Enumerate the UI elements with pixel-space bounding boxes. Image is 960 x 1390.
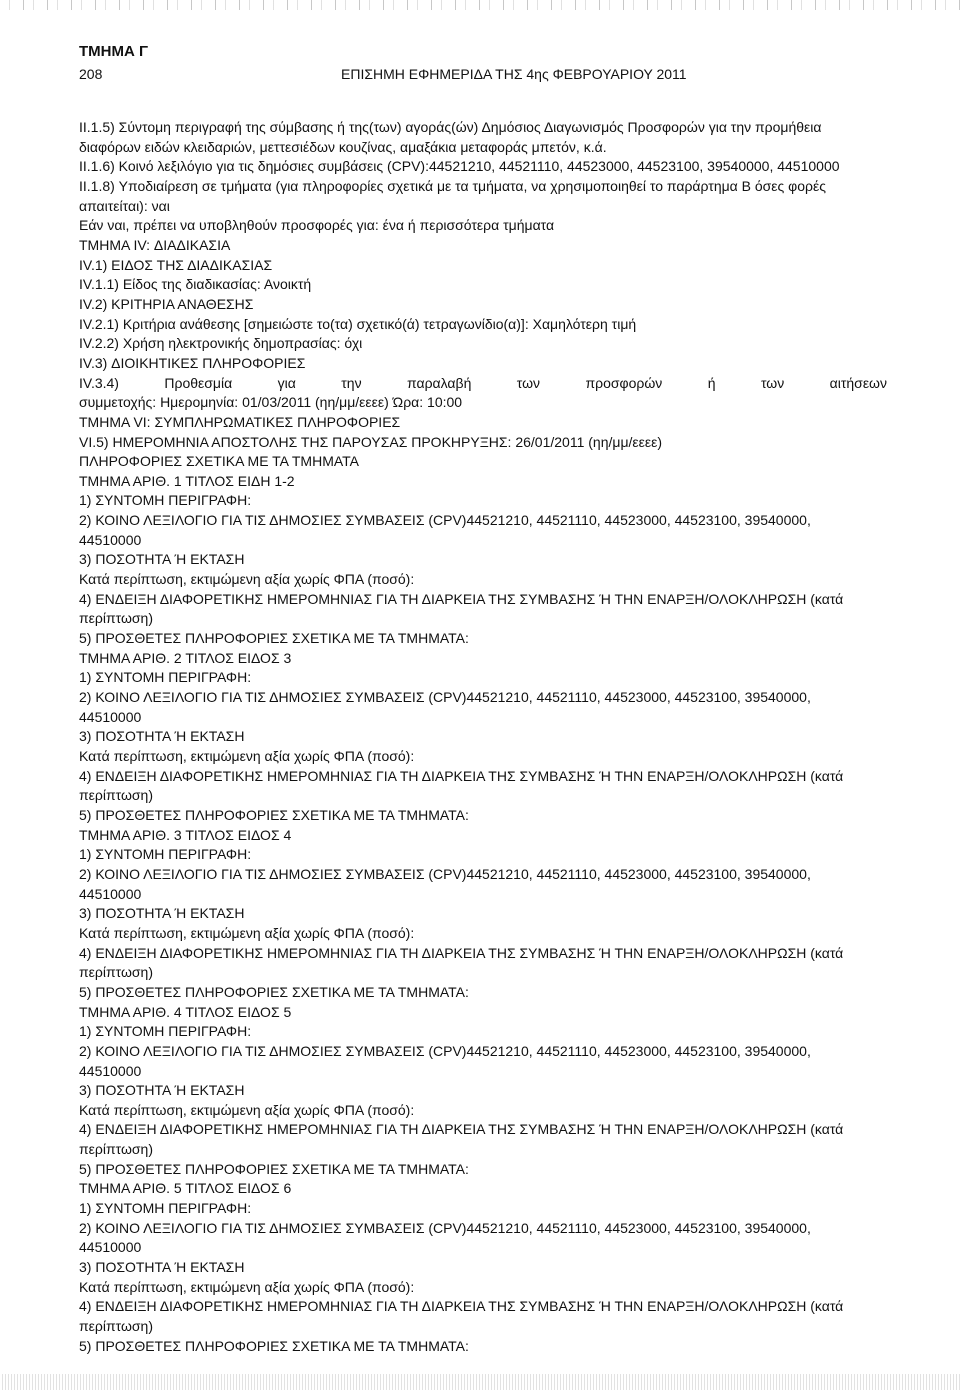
item-ii16-cpv: II.1.6) Κοινό λεξιλόγιο για τις δημόσιες συμβάσεις (CPV):44521210, 44521110, 44523000, 44523100, 39540000, 44510000 bbox=[79, 158, 840, 175]
lot-value: Κατά περίπτωση, εκτιμώμενη αξία χωρίς ΦΠΑ (ποσό): bbox=[79, 571, 415, 588]
section-iv-heading: ΤΜΗΜΑ IV: ΔΙΑΔΙΚΑΣΙΑ bbox=[79, 236, 231, 253]
lot-quantity: 3) ΠΟΣΟΤΗΤΑ Ή ΕΚΤΑΣΗ bbox=[79, 1082, 245, 1099]
item-ii18-line1: II.1.8) Υποδιαίρεση σε τμήματα (για πληροφορίες σχετικά με τα τμήματα, να χρησιμοποιηθεί το παράρτημα Β όσες φορές bbox=[79, 177, 826, 194]
page-header bbox=[79, 42, 939, 83]
lot-value: Κατά περίπτωση, εκτιμώμενη αξία χωρίς ΦΠΑ (ποσό): bbox=[79, 1101, 415, 1118]
lot-cpv: 2) ΚΟΙΝΟ ΛΕΞΙΛΟΓΙΟ ΓΙΑ ΤΙΣ ΔΗΜΟΣΙΕΣ ΣΥΜΒΑΣΕΙΣ (CPV)44521210, 44521110, 44523000, 44523100, 39540000, bbox=[79, 865, 811, 882]
section-label: ΤΜΗΜΑ Γ bbox=[79, 43, 149, 60]
lot-block bbox=[79, 649, 887, 826]
lot-cpv-cont: 44510000 bbox=[79, 1062, 142, 1079]
lot-summary: 1) ΣΥΝΤΟΜΗ ΠΕΡΙΓΡΑΦΗ: bbox=[79, 492, 252, 509]
lot-cpv-cont: 44510000 bbox=[79, 531, 142, 548]
lot-dates: 4) ΕΝΔΕΙΞΗ ΔΙΑΦΟΡΕΤΙΚΗΣ ΗΜΕΡΟΜΗΝΙΑΣ ΓΙΑ ΤΗ ΔΙΑΡΚΕΙΑ ΤΗΣ ΣΥΜΒΑΣΗΣ Ή ΤΗΝ ΕΝΑΡΞΗ/ΟΛΟΚΛΗΡΩΣΗ (κατά bbox=[79, 1298, 844, 1315]
lot-dates-cont: περίπτωση) bbox=[79, 1141, 153, 1158]
lot-quantity: 3) ΠΟΣΟΤΗΤΑ Ή ΕΚΤΑΣΗ bbox=[79, 551, 245, 568]
lot-title: ΤΜΗΜΑ ΑΡΙΘ. 1 ΤΙΤΛΟΣ ΕΙΔΗ 1-2 bbox=[79, 472, 295, 489]
page-number: 208 bbox=[79, 66, 103, 82]
item-iv21: IV.2.1) Κριτήρια ανάθεσης [σημειώστε το(τα) σχετικό(ά) τετραγωνίδιο(α)]: Χαμηλότερη τιμή bbox=[79, 315, 637, 332]
lot-dates-cont: περίπτωση) bbox=[79, 1318, 153, 1335]
journal-title: ΕΠΙΣΗΜΗ ΕΦΗΜΕΡΙΔΑ ΤΗΣ 4ης ΦΕΒΡΟΥΑΡΙΟΥ 2011 bbox=[341, 66, 687, 82]
lot-cpv: 2) ΚΟΙΝΟ ΛΕΞΙΛΟΓΙΟ ΓΙΑ ΤΙΣ ΔΗΜΟΣΙΕΣ ΣΥΜΒΑΣΕΙΣ (CPV)44521210, 44521110, 44523000, 44523100, 39540000, bbox=[79, 1042, 811, 1059]
lot-quantity: 3) ΠΟΣΟΤΗΤΑ Ή ΕΚΤΑΣΗ bbox=[79, 1259, 245, 1276]
item-iv2: IV.2) ΚΡΙΤΗΡΙΑ ΑΝΑΘΕΣΗΣ bbox=[79, 295, 254, 312]
scan-artifact-bottom bbox=[0, 1374, 960, 1390]
lots-info-heading: ΠΛΗΡΟΦΟΡΙΕΣ ΣΧΕΤΙΚΑ ΜΕ ΤΑ ΤΜΗΜΑΤΑ bbox=[79, 453, 360, 470]
lot-additional: 5) ΠΡΟΣΘΕΤΕΣ ΠΛΗΡΟΦΟΡΙΕΣ ΣΧΕΤΙΚΑ ΜΕ ΤΑ ΤΜΗΜΑΤΑ: bbox=[79, 1160, 469, 1177]
lot-value: Κατά περίπτωση, εκτιμώμενη αξία χωρίς ΦΠΑ (ποσό): bbox=[79, 924, 415, 941]
lot-block bbox=[79, 826, 887, 1003]
lot-value: Κατά περίπτωση, εκτιμώμενη αξία χωρίς ΦΠΑ (ποσό): bbox=[79, 1278, 415, 1295]
lot-additional: 5) ΠΡΟΣΘΕΤΕΣ ΠΛΗΡΟΦΟΡΙΕΣ ΣΧΕΤΙΚΑ ΜΕ ΤΑ ΤΜΗΜΑΤΑ: bbox=[79, 630, 469, 647]
lot-summary: 1) ΣΥΝΤΟΜΗ ΠΕΡΙΓΡΑΦΗ: bbox=[79, 1200, 252, 1217]
lot-block bbox=[79, 472, 887, 649]
lot-additional: 5) ΠΡΟΣΘΕΤΕΣ ΠΛΗΡΟΦΟΡΙΕΣ ΣΧΕΤΙΚΑ ΜΕ ΤΑ ΤΜΗΜΑΤΑ: bbox=[79, 983, 469, 1000]
item-iv1: IV.1) ΕΙΔΟΣ ΤΗΣ ΔΙΑΔΙΚΑΣΙΑΣ bbox=[79, 256, 273, 273]
lot-dates: 4) ΕΝΔΕΙΞΗ ΔΙΑΦΟΡΕΤΙΚΗΣ ΗΜΕΡΟΜΗΝΙΑΣ ΓΙΑ ΤΗ ΔΙΑΡΚΕΙΑ ΤΗΣ ΣΥΜΒΑΣΗΣ Ή ΤΗΝ ΕΝΑΡΞΗ/ΟΛΟΚΛΗΡΩΣΗ (κατά bbox=[79, 944, 844, 961]
lot-dates: 4) ΕΝΔΕΙΞΗ ΔΙΑΦΟΡΕΤΙΚΗΣ ΗΜΕΡΟΜΗΝΙΑΣ ΓΙΑ ΤΗ ΔΙΑΡΚΕΙΑ ΤΗΣ ΣΥΜΒΑΣΗΣ Ή ΤΗΝ ΕΝΑΡΞΗ/ΟΛΟΚΛΗΡΩΣΗ (κατά bbox=[79, 767, 844, 784]
lot-summary: 1) ΣΥΝΤΟΜΗ ΠΕΡΙΓΡΑΦΗ: bbox=[79, 1023, 252, 1040]
item-vi5: VI.5) ΗΜΕΡΟΜΗΝΙΑ ΑΠΟΣΤΟΛΗΣ ΤΗΣ ΠΑΡΟΥΣΑΣ ΠΡΟΚΗΡΥΞΗΣ: 26/01/2011 (ηη/μμ/εεεε) bbox=[79, 433, 663, 450]
lot-dates: 4) ΕΝΔΕΙΞΗ ΔΙΑΦΟΡΕΤΙΚΗΣ ΗΜΕΡΟΜΗΝΙΑΣ ΓΙΑ ΤΗ ΔΙΑΡΚΕΙΑ ΤΗΣ ΣΥΜΒΑΣΗΣ Ή ΤΗΝ ΕΝΑΡΞΗ/ΟΛΟΚΛΗΡΩΣΗ (κατά bbox=[79, 590, 844, 607]
item-ii15-line1: II.1.5) Σύντομη περιγραφή της σύμβασης ή της(των) αγοράς(ών) Δημόσιος Διαγωνισμός Προσφορών για την προμήθεια bbox=[79, 119, 822, 135]
lot-dates: 4) ΕΝΔΕΙΞΗ ΔΙΑΦΟΡΕΤΙΚΗΣ ΗΜΕΡΟΜΗΝΙΑΣ ΓΙΑ ΤΗ ΔΙΑΡΚΕΙΑ ΤΗΣ ΣΥΜΒΑΣΗΣ Ή ΤΗΝ ΕΝΑΡΞΗ/ΟΛΟΚΛΗΡΩΣΗ (κατά bbox=[79, 1121, 844, 1138]
lot-summary: 1) ΣΥΝΤΟΜΗ ΠΕΡΙΓΡΑΦΗ: bbox=[79, 669, 252, 686]
item-iv22: IV.2.2) Χρήση ηλεκτρονικής δημοπρασίας: όχι bbox=[79, 335, 363, 352]
header-row bbox=[79, 65, 939, 83]
item-iv3: IV.3) ΔΙΟΙΚΗΤΙΚΕΣ ΠΛΗΡΟΦΟΡΙΕΣ bbox=[79, 354, 306, 371]
item-ii18-line2: απαιτείται): ναι bbox=[79, 197, 170, 214]
item-iv11: IV.1.1) Είδος της διαδικασίας: Ανοικτή bbox=[79, 276, 312, 293]
lot-summary: 1) ΣΥΝΤΟΜΗ ΠΕΡΙΓΡΑΦΗ: bbox=[79, 846, 252, 863]
lot-cpv: 2) ΚΟΙΝΟ ΛΕΞΙΛΟΓΙΟ ΓΙΑ ΤΙΣ ΔΗΜΟΣΙΕΣ ΣΥΜΒΑΣΕΙΣ (CPV)44521210, 44521110, 44523000, 44523100, 39540000, bbox=[79, 689, 811, 706]
lot-additional: 5) ΠΡΟΣΘΕΤΕΣ ΠΛΗΡΟΦΟΡΙΕΣ ΣΧΕΤΙΚΑ ΜΕ ΤΑ ΤΜΗΜΑΤΑ: bbox=[79, 806, 469, 823]
lot-additional: 5) ΠΡΟΣΘΕΤΕΣ ΠΛΗΡΟΦΟΡΙΕΣ ΣΧΕΤΙΚΑ ΜΕ ΤΑ ΤΜΗΜΑΤΑ: bbox=[79, 1337, 469, 1354]
lot-cpv-cont: 44510000 bbox=[79, 885, 142, 902]
lot-cpv: 2) ΚΟΙΝΟ ΛΕΞΙΛΟΓΙΟ ΓΙΑ ΤΙΣ ΔΗΜΟΣΙΕΣ ΣΥΜΒΑΣΕΙΣ (CPV)44521210, 44521110, 44523000, 44523100, 39540000, bbox=[79, 1219, 811, 1236]
lot-value: Κατά περίπτωση, εκτιμώμενη αξία χωρίς ΦΠΑ (ποσό): bbox=[79, 748, 415, 764]
item-ii15-line2: διαφόρων ειδών κλειδαριών, μεττεσιέδων κουζίνας, αμαξάκια μεταφοράς μπετόν, κ.ά. bbox=[79, 138, 607, 155]
document-body bbox=[79, 118, 887, 1356]
item-iv34-line2: συμμετοχής: Ημερομηνία: 01/03/2011 (ηη/μμ/εεεε) Ώρα: 10:00 bbox=[79, 394, 463, 411]
lot-block bbox=[79, 1003, 887, 1180]
lot-dates-cont: περίπτωση) bbox=[79, 787, 153, 804]
lots-bidding-note: Εάν ναι, πρέπει να υποβληθούν προσφορές για: ένα ή περισσότερα τμήματα bbox=[79, 217, 555, 234]
section-vi-heading: ΤΜΗΜΑ VI: ΣΥΜΠΛΗΡΩΜΑΤΙΚΕΣ ΠΛΗΡΟΦΟΡΙΕΣ bbox=[79, 413, 401, 430]
lot-cpv: 2) ΚΟΙΝΟ ΛΕΞΙΛΟΓΙΟ ΓΙΑ ΤΙΣ ΔΗΜΟΣΙΕΣ ΣΥΜΒΑΣΕΙΣ (CPV)44521210, 44521110, 44523000, 44523100, 39540000, bbox=[79, 512, 811, 529]
lot-dates-cont: περίπτωση) bbox=[79, 610, 153, 627]
lot-cpv-cont: 44510000 bbox=[79, 1239, 142, 1256]
item-iv34-line1: IV.3.4) Προθεσμία για την παραλαβή των προσφορών ή των αιτήσεων bbox=[79, 374, 887, 391]
lot-title: ΤΜΗΜΑ ΑΡΙΘ. 4 ΤΙΤΛΟΣ ΕΙΔΟΣ 5 bbox=[79, 1003, 292, 1020]
lot-dates-cont: περίπτωση) bbox=[79, 964, 153, 981]
lot-title: ΤΜΗΜΑ ΑΡΙΘ. 3 ΤΙΤΛΟΣ ΕΙΔΟΣ 4 bbox=[79, 826, 292, 843]
lot-cpv-cont: 44510000 bbox=[79, 708, 142, 725]
lot-quantity: 3) ΠΟΣΟΤΗΤΑ Ή ΕΚΤΑΣΗ bbox=[79, 728, 245, 745]
lot-quantity: 3) ΠΟΣΟΤΗΤΑ Ή ΕΚΤΑΣΗ bbox=[79, 905, 245, 922]
lot-title: ΤΜΗΜΑ ΑΡΙΘ. 2 ΤΙΤΛΟΣ ΕΙΔΟΣ 3 bbox=[79, 649, 292, 666]
scan-artifact-top bbox=[0, 0, 960, 10]
lot-title: ΤΜΗΜΑ ΑΡΙΘ. 5 ΤΙΤΛΟΣ ΕΙΔΟΣ 6 bbox=[79, 1180, 292, 1197]
lot-block bbox=[79, 1179, 887, 1356]
